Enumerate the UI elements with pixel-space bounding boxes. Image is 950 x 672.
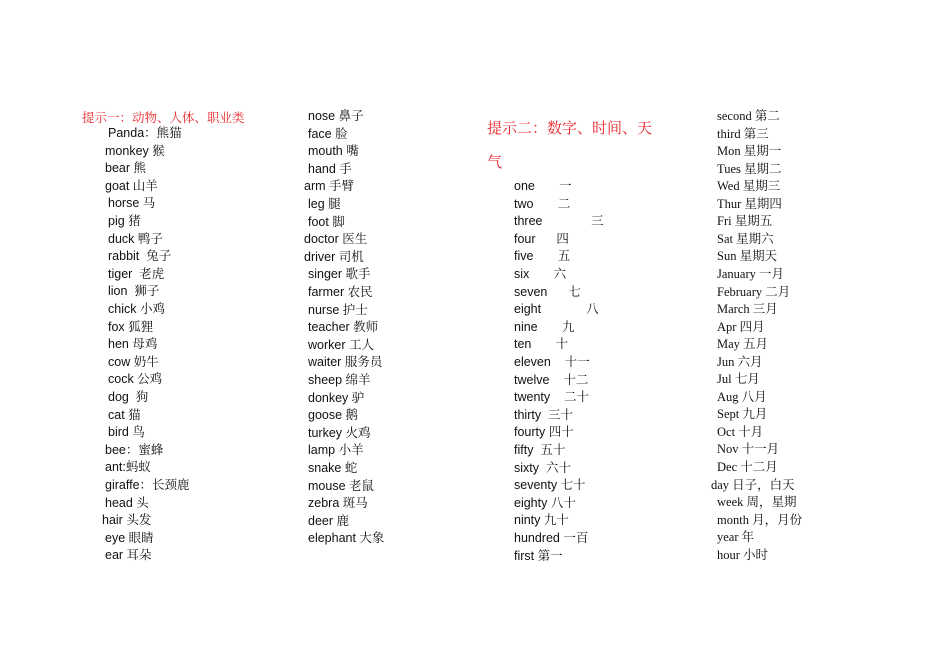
vocab-entry: Jun 六月 xyxy=(717,354,763,369)
vocab-entry: Fri 星期五 xyxy=(717,214,773,229)
vocab-entry: Apr 四月 xyxy=(717,319,765,334)
vocab-entry: March 三月 xyxy=(717,302,778,317)
vocab-entry: four 四 xyxy=(514,231,569,246)
vocab-entry: month 月，月份 xyxy=(717,512,803,527)
vocab-entry: doctor 医生 xyxy=(304,232,368,247)
vocab-entry: nurse 护士 xyxy=(308,302,368,317)
vocab-entry: Tues 星期二 xyxy=(717,161,782,176)
vocab-entry: May 五月 xyxy=(717,337,769,352)
vocab-entry: face 脸 xyxy=(308,126,348,141)
vocab-entry: dog 狗 xyxy=(108,390,149,404)
vocab-entry: bee：蜜蜂 xyxy=(105,442,164,457)
vocab-entry: deer 鹿 xyxy=(308,513,349,528)
section-heading-continuation: 气 xyxy=(487,153,503,171)
vocab-entry: hundred 一百 xyxy=(514,531,589,545)
vocab-entry: Dec 十二月 xyxy=(717,460,778,474)
vocab-entry: fox 狐狸 xyxy=(108,319,154,334)
vocab-entry: teacher 教师 xyxy=(308,320,379,335)
vocab-entry: thirty 三十 xyxy=(514,407,574,422)
vocab-entry: horse 马 xyxy=(108,196,156,211)
vocab-entry: mouse 老鼠 xyxy=(308,478,374,493)
vocab-entry: twenty 二十 xyxy=(514,390,590,405)
vocab-entry: fifty 五十 xyxy=(514,443,566,457)
vocab-entry: bear 熊 xyxy=(105,161,146,176)
vocab-entry: ten 十 xyxy=(514,337,569,352)
vocab-entry: February 二月 xyxy=(717,284,791,299)
vocab-entry: week 周，星期 xyxy=(717,495,797,510)
vocab-entry: hen 母鸡 xyxy=(108,337,158,352)
vocab-entry: pig 猪 xyxy=(108,214,141,228)
vocab-entry: fourty 四十 xyxy=(514,425,574,440)
vocab-entry: second 第二 xyxy=(717,109,780,123)
vocab-entry: Aug 八月 xyxy=(717,389,767,404)
vocab-entry: seven 七 xyxy=(514,284,581,299)
vocab-entry: elephant 大象 xyxy=(308,531,385,546)
vocab-entry: day 日子，白天 xyxy=(711,477,795,492)
vocab-entry: nine 九 xyxy=(514,319,575,334)
vocab-entry: five 五 xyxy=(514,249,571,264)
vocab-entry: sheep 绵羊 xyxy=(308,373,371,387)
vocab-entry: six 六 xyxy=(514,267,567,281)
vocab-entry: bird 鸟 xyxy=(108,425,145,440)
vocab-entry: nose 鼻子 xyxy=(308,109,364,123)
vocab-entry: ear 耳朵 xyxy=(105,548,152,563)
vocab-entry: hour 小时 xyxy=(717,547,769,562)
vocab-entry: goose 鹅 xyxy=(308,408,359,423)
vocab-entry: mouth 嘴 xyxy=(308,144,359,159)
vocab-entry: eye 眼睛 xyxy=(105,530,154,545)
vocab-entry: leg 腿 xyxy=(308,197,341,211)
vocab-entry: head 头 xyxy=(105,495,149,510)
section-heading-animals-body-jobs: 提示一：动物、人体、职业类 xyxy=(82,110,245,125)
vocab-entry: Mon 星期一 xyxy=(717,144,782,159)
vocab-entry: farmer 农民 xyxy=(308,285,373,299)
vocab-entry: lion 狮子 xyxy=(108,284,160,299)
vocab-entry: driver 司机 xyxy=(304,249,364,264)
vocab-entry: third 第三 xyxy=(717,126,769,141)
vocab-entry: two 二 xyxy=(514,196,571,211)
vocab-entry: rabbit 兔子 xyxy=(108,249,172,264)
vocab-entry: three 三 xyxy=(514,214,604,229)
vocab-entry: year 年 xyxy=(717,530,755,545)
vocab-entry: Jul 七月 xyxy=(717,372,760,387)
vocab-entry: snake 蛇 xyxy=(308,461,358,475)
vocab-entry: eight 八 xyxy=(514,302,599,317)
vocab-entry: tiger 老虎 xyxy=(108,266,165,281)
vocab-entry: singer 歌手 xyxy=(308,267,371,282)
vocab-entry: sixty 六十 xyxy=(514,460,571,475)
vocab-entry: ant:蚂蚁 xyxy=(105,460,151,475)
vocab-entry: zebra 斑马 xyxy=(308,496,368,511)
vocab-entry: Sept 九月 xyxy=(717,407,768,422)
vocab-entry: Panda：熊猫 xyxy=(108,126,182,140)
vocab-entry: turkey 火鸡 xyxy=(308,425,371,440)
vocab-entry: Oct 十月 xyxy=(717,424,764,439)
vocab-entry: cow 奶牛 xyxy=(108,354,159,369)
vocab-entry: eighty 八十 xyxy=(514,495,576,510)
vocab-entry: seventy 七十 xyxy=(514,478,586,493)
vocab-entry: Thur 星期四 xyxy=(717,196,782,211)
vocab-entry: hair 头发 xyxy=(102,513,152,528)
vocab-entry: waiter 服务员 xyxy=(308,355,383,370)
vocab-entry: donkey 驴 xyxy=(308,390,365,405)
vocab-entry: chick 小鸡 xyxy=(108,302,165,316)
vocab-entry: duck 鸭子 xyxy=(108,231,163,246)
vocab-entry: worker 工人 xyxy=(308,337,374,352)
vocab-entry: cock 公鸡 xyxy=(108,372,163,387)
vocab-entry: cat 猫 xyxy=(108,407,141,422)
vocab-entry: January 一月 xyxy=(717,266,784,281)
vocab-entry: ninty 九十 xyxy=(514,513,569,528)
vocab-entry: giraffe：长颈鹿 xyxy=(105,478,190,492)
vocab-entry: arm 手臂 xyxy=(304,179,355,194)
vocab-entry: one 一 xyxy=(514,179,572,193)
vocab-entry: lamp 小羊 xyxy=(308,443,364,458)
vocab-entry: twelve 十二 xyxy=(514,372,589,387)
vocab-entry: hand 手 xyxy=(308,161,352,176)
vocab-entry: foot 脚 xyxy=(308,214,345,229)
vocab-entry: eleven 十一 xyxy=(514,355,590,369)
vocab-entry: Sun 星期天 xyxy=(717,249,778,264)
vocab-entry: first 第一 xyxy=(514,548,563,563)
vocab-entry: Wed 星期三 xyxy=(717,179,781,194)
vocab-entry: Nov 十一月 xyxy=(717,442,780,457)
section-heading-numbers-time-weather: 提示二：数字、时间、天 xyxy=(487,119,653,137)
vocab-entry: monkey 猴 xyxy=(105,143,165,158)
vocab-entry: goat 山羊 xyxy=(105,178,158,193)
vocab-entry: Sat 星期六 xyxy=(717,231,774,246)
